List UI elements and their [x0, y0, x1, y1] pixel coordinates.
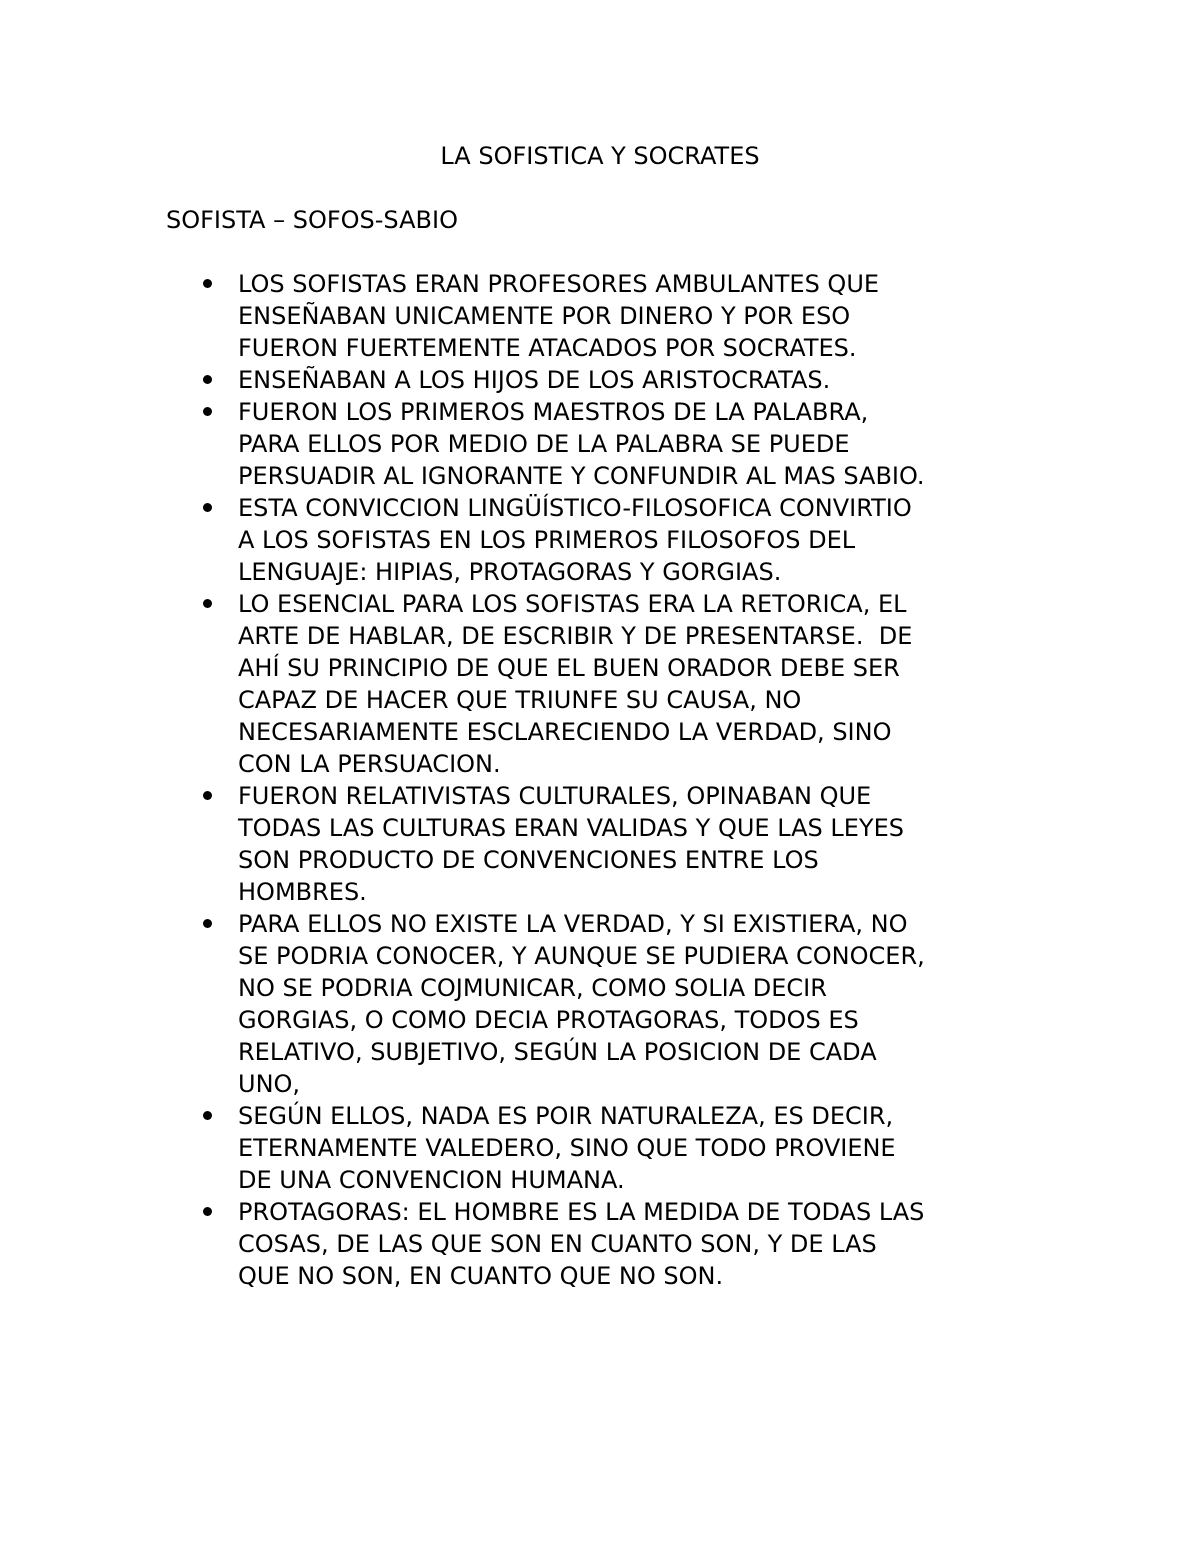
section-heading: SOFISTA – SOFOS-SABIO	[166, 206, 458, 234]
text-line: LO ESENCIAL PARA LOS SOFISTAS ERA LA RETORICA, EL	[238, 590, 907, 618]
text-line: FUERON FUERTEMENTE ATACADOS POR SOCRATES.	[238, 334, 857, 362]
text-line: QUE NO SON, EN CUANTO QUE NO SON.	[238, 1262, 724, 1290]
list-item	[166, 268, 1066, 364]
list-item-text	[238, 492, 1038, 588]
text-line: ENSEÑABAN UNICAMENTE POR DINERO Y POR ESO	[238, 302, 851, 330]
page-title: LA SOFISTICA Y SOCRATES	[440, 142, 760, 170]
text-line: ENSEÑABAN A LOS HIJOS DE LOS ARISTOCRATAS.	[238, 366, 831, 394]
bullet-icon	[166, 396, 238, 428]
text-line: PROTAGORAS: EL HOMBRE ES LA MEDIDA DE TODAS LAS	[238, 1198, 925, 1226]
text-line: NO SE PODRIA COJMUNICAR, COMO SOLIA DECIR	[238, 974, 827, 1002]
bullet-list	[166, 268, 1066, 1292]
text-line: HOMBRES.	[238, 878, 367, 906]
text-line: RELATIVO, SUBJETIVO, SEGÚN LA POSICION DE CADA	[238, 1038, 877, 1066]
list-item-text	[238, 908, 1038, 1100]
list-item	[166, 1196, 1066, 1292]
list-item	[166, 364, 1066, 396]
text-line: UNO,	[238, 1070, 301, 1098]
list-item-text	[238, 1196, 1038, 1292]
list-item-text	[238, 396, 1038, 492]
text-line: AHÍ SU PRINCIPIO DE QUE EL BUEN ORADOR DEBE SER	[238, 654, 900, 682]
bullet-icon	[166, 908, 238, 940]
list-item-text	[238, 268, 1038, 364]
text-line: PERSUADIR AL IGNORANTE Y CONFUNDIR AL MAS SABIO.	[238, 462, 925, 490]
text-line: DE UNA CONVENCION HUMANA.	[238, 1166, 625, 1194]
list-item	[166, 396, 1066, 492]
text-line: ESTA CONVICCION LINGÜÍSTICO-FILOSOFICA CONVIRTIO	[238, 494, 912, 522]
text-line: LENGUAJE: HIPIAS, PROTAGORAS Y GORGIAS.	[238, 558, 782, 586]
list-item	[166, 908, 1066, 1100]
bullet-icon	[166, 1196, 238, 1228]
text-line: CON LA PERSUACION.	[238, 750, 501, 778]
list-item	[166, 780, 1066, 908]
text-line: TODAS LAS CULTURAS ERAN VALIDAS Y QUE LAS LEYES	[238, 814, 904, 842]
text-line: ETERNAMENTE VALEDERO, SINO QUE TODO PROVIENE	[238, 1134, 896, 1162]
bullet-icon	[166, 1100, 238, 1132]
text-line: SEGÚN ELLOS, NADA ES POIR NATURALEZA, ES DECIR,	[238, 1102, 894, 1130]
list-item-text	[238, 1100, 1038, 1196]
list-item-text	[238, 588, 1038, 780]
text-line: NECESARIAMENTE ESCLARECIENDO LA VERDAD, SINO	[238, 718, 892, 746]
bullet-icon	[166, 364, 238, 396]
text-line: ARTE DE HABLAR, DE ESCRIBIR Y DE PRESENTARSE. DE	[238, 622, 913, 650]
text-line: CAPAZ DE HACER QUE TRIUNFE SU CAUSA, NO	[238, 686, 802, 714]
list-item	[166, 588, 1066, 780]
list-item	[166, 492, 1066, 588]
text-line: GORGIAS, O COMO DECIA PROTAGORAS, TODOS ES	[238, 1006, 859, 1034]
bullet-icon	[166, 268, 238, 300]
text-line: SON PRODUCTO DE CONVENCIONES ENTRE LOS	[238, 846, 819, 874]
list-item	[166, 1100, 1066, 1196]
list-item-text	[238, 364, 1038, 396]
bullet-icon	[166, 588, 238, 620]
text-line: COSAS, DE LAS QUE SON EN CUANTO SON, Y DE LAS	[238, 1230, 877, 1258]
bullet-icon	[166, 492, 238, 524]
text-line: PARA ELLOS NO EXISTE LA VERDAD, Y SI EXISTIERA, NO	[238, 910, 908, 938]
text-line: PARA ELLOS POR MEDIO DE LA PALABRA SE PUEDE	[238, 430, 850, 458]
text-line: FUERON RELATIVISTAS CULTURALES, OPINABAN QUE	[238, 782, 872, 810]
list-item-text	[238, 780, 1038, 908]
text-line: LOS SOFISTAS ERAN PROFESORES AMBULANTES QUE	[238, 270, 880, 298]
text-line: A LOS SOFISTAS EN LOS PRIMEROS FILOSOFOS DEL	[238, 526, 856, 554]
text-line: FUERON LOS PRIMEROS MAESTROS DE LA PALABRA,	[238, 398, 869, 426]
text-line: SE PODRIA CONOCER, Y AUNQUE SE PUDIERA CONOCER,	[238, 942, 925, 970]
bullet-icon	[166, 780, 238, 812]
